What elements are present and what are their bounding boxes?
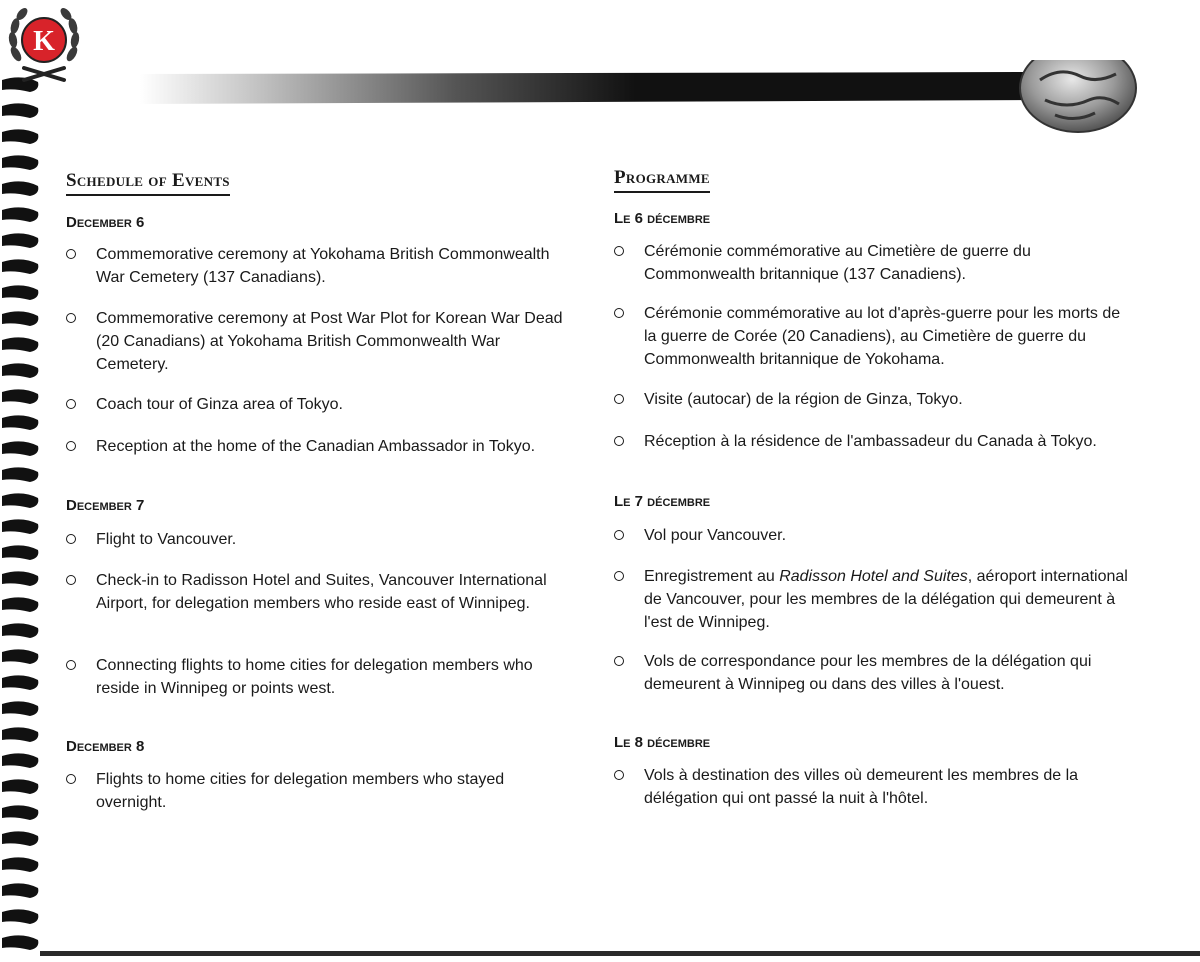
bullet-icon xyxy=(614,436,624,446)
spiral-coil xyxy=(2,441,38,456)
bullet-icon xyxy=(66,441,76,451)
bullet-icon xyxy=(66,774,76,784)
spiral-coil xyxy=(2,935,38,950)
spiral-coil xyxy=(2,909,38,924)
bullet-icon xyxy=(614,394,624,404)
bullet-icon xyxy=(614,770,624,780)
day-heading: December 6 xyxy=(66,214,145,231)
spiral-coil xyxy=(2,545,38,560)
spiral-coil xyxy=(2,883,38,898)
logo-wreath-icon xyxy=(6,4,82,84)
bullet-icon xyxy=(66,399,76,409)
svg-text:K: K xyxy=(33,26,55,57)
day-heading: Le 7 décembre xyxy=(614,493,711,510)
spiral-coil xyxy=(2,259,38,274)
bullet-icon xyxy=(66,313,76,323)
day-heading: Le 6 décembre xyxy=(614,210,711,227)
bullet-icon xyxy=(614,656,624,666)
spiral-coil xyxy=(2,857,38,872)
day-heading: Le 8 décembre xyxy=(614,734,711,751)
spiral-coil xyxy=(2,571,38,586)
globe-icon xyxy=(1020,60,1136,132)
bullet-icon xyxy=(66,249,76,259)
spiral-coil xyxy=(2,103,38,118)
spiral-coil xyxy=(2,493,38,508)
spiral-coil xyxy=(2,311,38,326)
programme-heading: Programme xyxy=(614,167,710,193)
header-banner xyxy=(140,60,1140,140)
spiral-coil xyxy=(2,337,38,352)
bullet-icon xyxy=(614,571,624,581)
bullet-icon xyxy=(66,575,76,585)
spiral-coil xyxy=(2,285,38,300)
spiral-coil xyxy=(2,233,38,248)
spiral-coil xyxy=(2,805,38,820)
bullet-icon xyxy=(66,534,76,544)
spiral-coil xyxy=(2,779,38,794)
spiral-coil xyxy=(2,831,38,846)
spiral-coil xyxy=(2,649,38,664)
spiral-coil xyxy=(2,415,38,430)
bullet-icon xyxy=(614,308,624,318)
spiral-coil xyxy=(2,701,38,716)
spiral-coil xyxy=(2,753,38,768)
spiral-coil xyxy=(2,597,38,612)
spiral-coil xyxy=(2,155,38,170)
day-heading: December 7 xyxy=(66,497,145,514)
bullet-icon xyxy=(614,530,624,540)
bullet-icon xyxy=(66,660,76,670)
spiral-coil xyxy=(2,675,38,690)
spiral-coil xyxy=(2,129,38,144)
spiral-coil xyxy=(2,519,38,534)
spiral-coil xyxy=(2,727,38,742)
spiral-coil xyxy=(2,363,38,378)
bullet-icon xyxy=(614,246,624,256)
spiral-binding xyxy=(0,60,46,960)
day-heading: December 8 xyxy=(66,738,145,755)
spiral-coil xyxy=(2,207,38,222)
spiral-coil xyxy=(2,181,38,196)
spiral-coil xyxy=(2,467,38,482)
spiral-coil xyxy=(2,623,38,638)
bottom-rule xyxy=(40,951,1200,956)
schedule-heading: Schedule of Events xyxy=(66,170,230,196)
spiral-coil xyxy=(2,389,38,404)
